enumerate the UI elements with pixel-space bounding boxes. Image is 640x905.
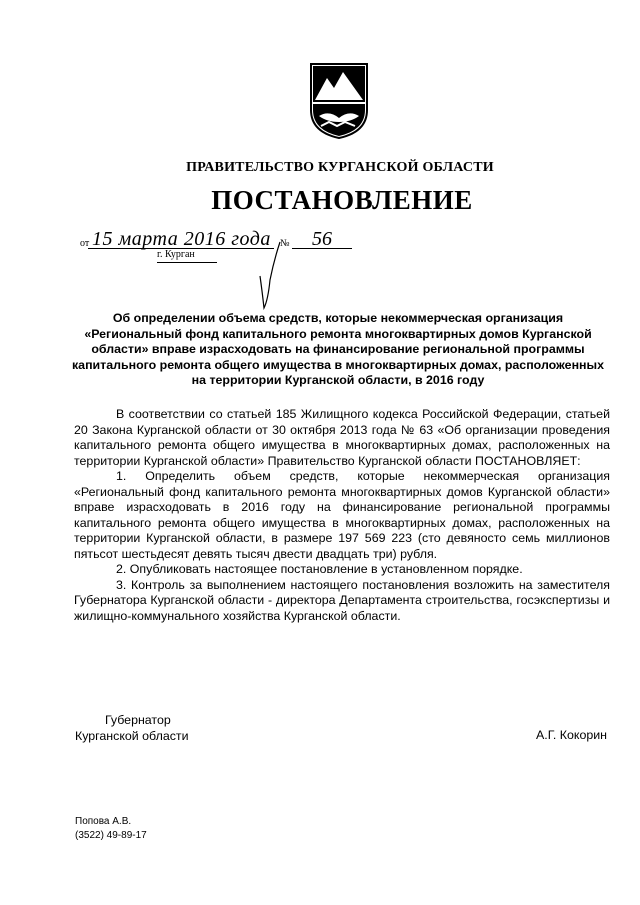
body-paragraph-item-1: 1. Определить объем средств, которые некоммерческая организация «Региональный фонд капитального ремонта многоквартирных домов Курганской области» вправе израсходовать в 2016 году на финансирование региональной программы капитального ремонта общего имущества в многоквартирных домах, расположенных на территории Курганской области, в размере 197 569 223 (сто девяносто семь миллионов пятьсот шестьдесят девять тысяч двести двадцать три) рубля. bbox=[74, 469, 610, 561]
date-number-line bbox=[80, 228, 360, 272]
date-prefix: от bbox=[80, 238, 90, 249]
document-date: 15 марта 2016 года bbox=[92, 228, 271, 250]
executor-name: Попова А.В. bbox=[75, 816, 132, 827]
coat-of-arms-icon bbox=[307, 60, 371, 140]
document-title: ПОСТАНОВЛЕНИЕ bbox=[211, 185, 473, 215]
body-paragraph-preamble: В соответствии со статьей 185 Жилищного кодекса Российской Федерации, статьей 20 Закона Курганской области от 30 октября 2013 года № 63 «Об организации проведения капитального ремонта общего имущества в многоквартирных домах, расположенных на территории Курганской области» Правительство Курганской области ПОСТАНОВЛЯЕТ: bbox=[74, 407, 610, 468]
signatory-name: А.Г. Кокорин bbox=[536, 728, 608, 742]
government-name: ПРАВИТЕЛЬСТВО КУРГАНСКОЙ ОБЛАСТИ bbox=[186, 160, 494, 175]
signatory-title-line-2: Курганской области bbox=[75, 729, 189, 743]
executor-phone: (3522) 49-89-17 bbox=[75, 830, 147, 841]
signatory-title bbox=[75, 712, 189, 744]
number-label: № bbox=[280, 238, 290, 249]
body-paragraph-item-3: 3. Контроль за выполнением настоящего постановления возложить на заместителя Губернатора Курганской области - директора Департамента строительства, госэкспертизы и жилищно-коммунального хозяйства Курганской области. bbox=[74, 577, 610, 623]
signatory-title-line-1: Губернатор bbox=[105, 713, 171, 727]
number-underline bbox=[292, 248, 352, 249]
document-body bbox=[74, 407, 610, 624]
handwritten-stroke-icon bbox=[250, 240, 290, 310]
executor-info bbox=[75, 815, 147, 843]
city-underline bbox=[157, 262, 217, 263]
document-number: 56 bbox=[312, 228, 332, 250]
document-subject: Об определении объема средств, которые некоммерческая организация «Региональный фонд капитального ремонта многоквартирных домов Курганской области» вправе израсходовать на финансирование региональной программы капитального ремонта общего имущества в многоквартирных домах, расположенных на территории Курганской области, в 2016 году bbox=[71, 311, 605, 387]
city-label: г. Курган bbox=[157, 249, 195, 260]
body-paragraph-item-2: 2. Опубликовать настоящее постановление в установленном порядке. bbox=[116, 562, 523, 576]
